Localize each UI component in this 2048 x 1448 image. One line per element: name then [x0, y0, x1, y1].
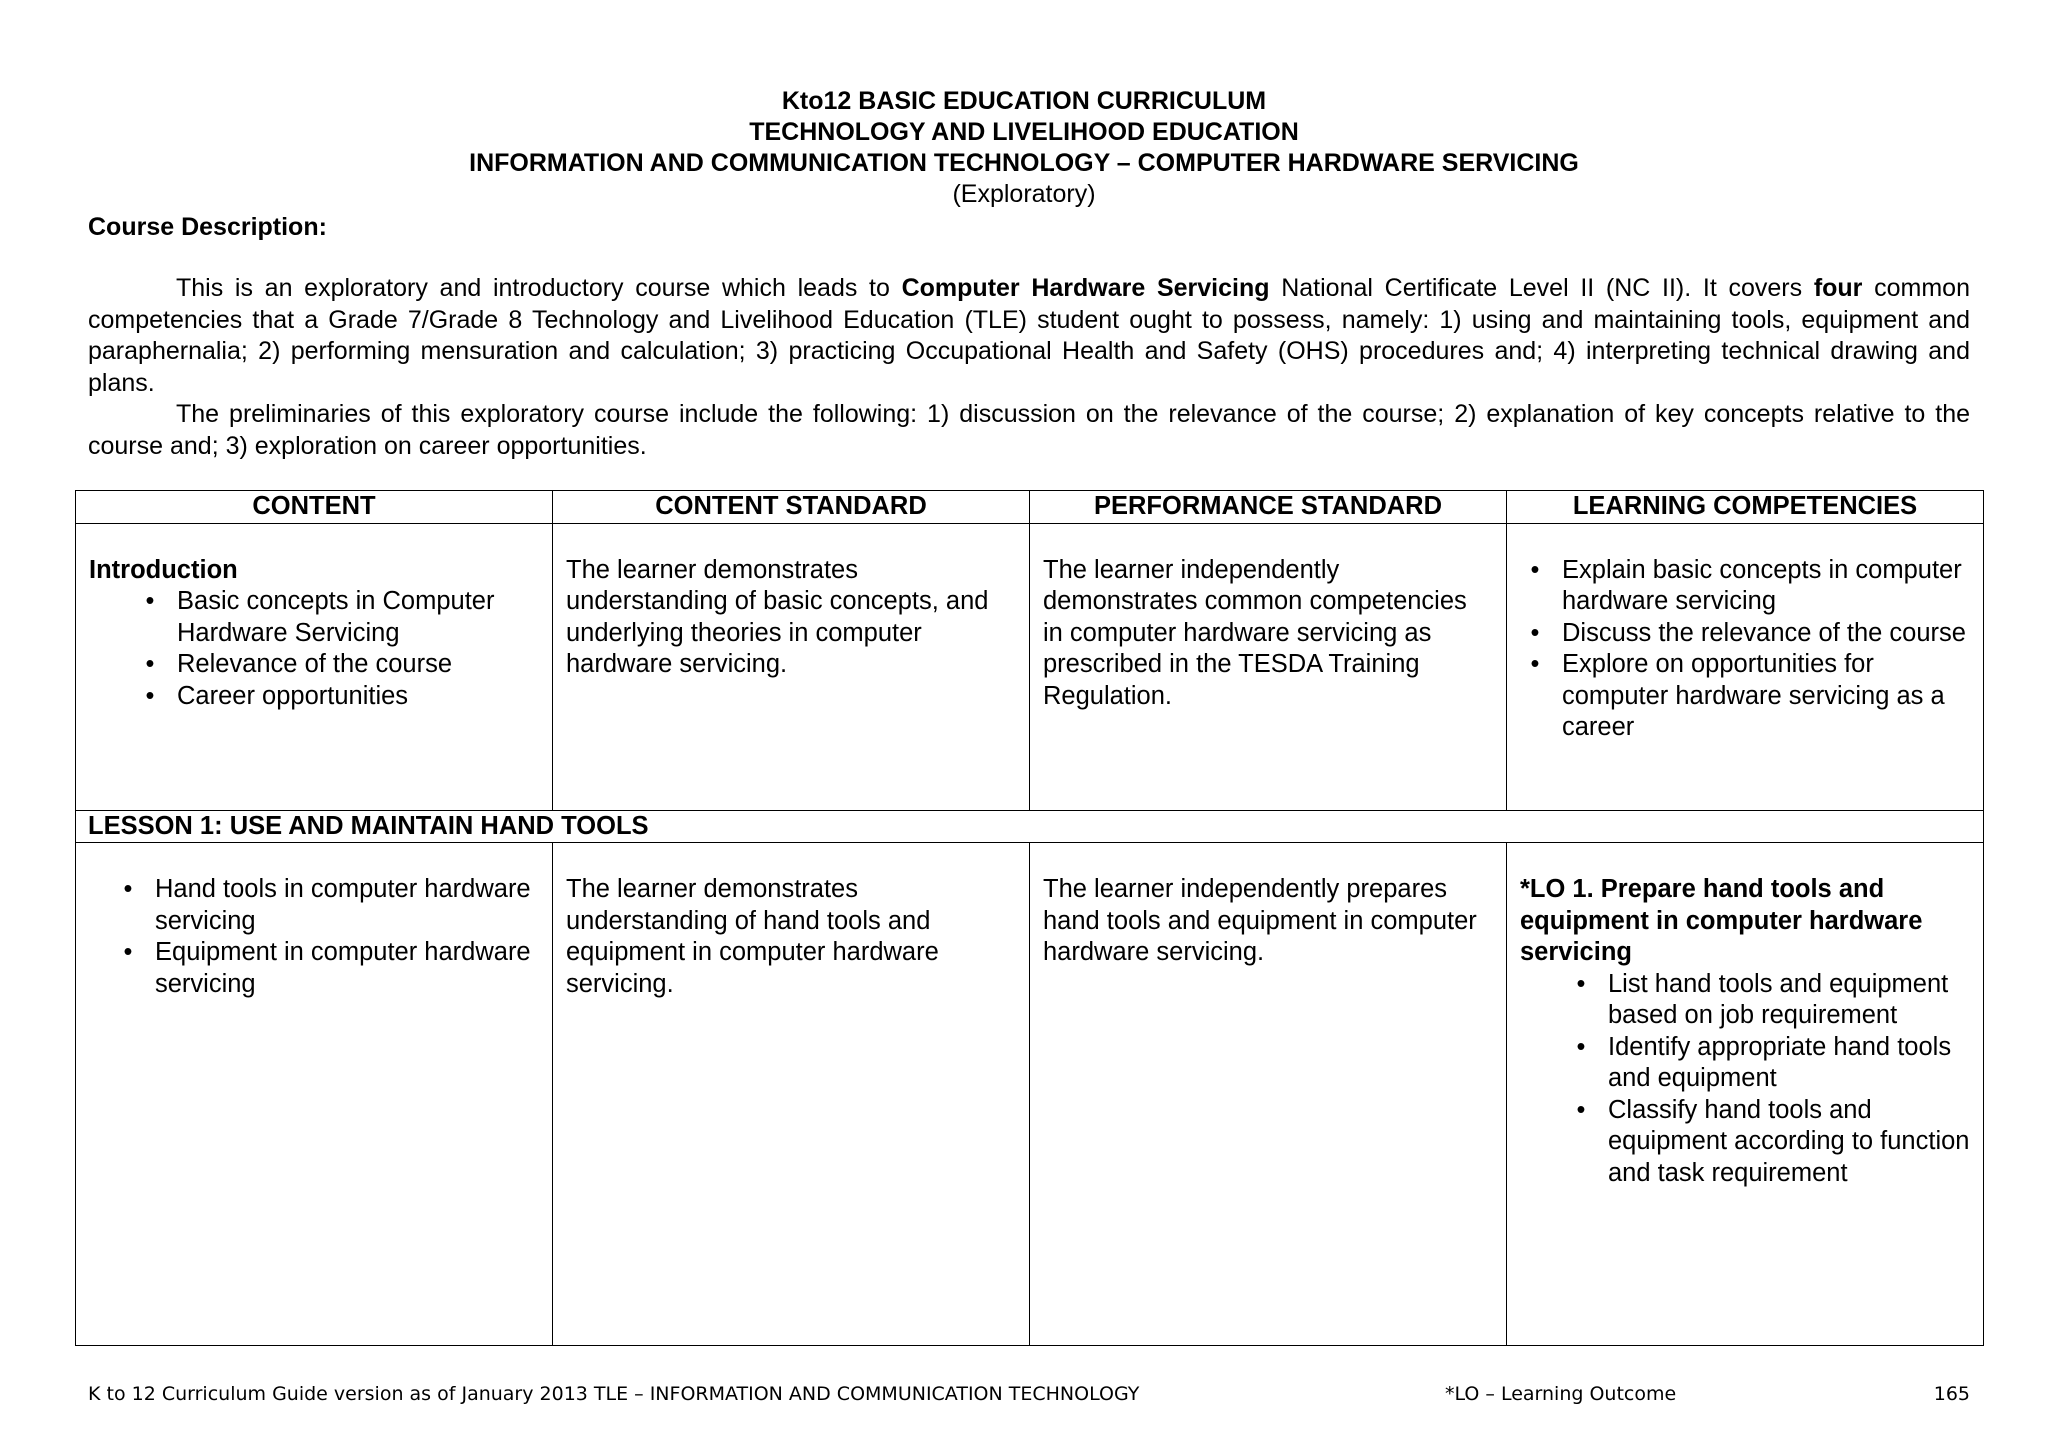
intro-title: Introduction: [89, 555, 238, 584]
lesson-performance-standard-cell: The learner independently prepares hand tools and equipment in computer hardware servicing.: [1030, 843, 1507, 1346]
bullet-icon: •: [123, 938, 133, 966]
bullet-icon: •: [1530, 555, 1540, 584]
list-item: • Relevance of the course: [177, 649, 539, 681]
course-description: [88, 273, 1970, 462]
page-number: 165: [1933, 1383, 1970, 1405]
course-type: (Exploratory): [952, 180, 1096, 208]
certificate-name: Computer Hardware Servicing: [901, 274, 1270, 302]
footer-lo-legend: *LO – Learning Outcome: [1445, 1383, 1677, 1405]
lesson-1-title: LESSON 1: USE AND MAINTAIN HAND TOOLS: [76, 810, 1984, 843]
intro-competencies-cell: [1507, 523, 1984, 810]
bullet-icon: •: [1576, 969, 1586, 998]
description-paragraph-2: The preliminaries of this exploratory course include the following: 1) discussion on the relevance of the course; 2) explanation of key concepts relative to the course and; 3) exploration on career opportunities.: [88, 400, 1970, 460]
intro-performance-standard-cell: The learner independently demonstrates common competencies in computer hardware servicing as prescribed in the TESDA Training Regulation.: [1030, 523, 1507, 810]
list-item: • Discuss the relevance of the course: [1562, 618, 1970, 650]
competency-count: four: [1813, 274, 1863, 302]
table-row-introduction: [76, 523, 1984, 810]
list-item: • Explain basic concepts in computer hardware servicing: [1562, 555, 1970, 618]
header-learning-competencies: LEARNING COMPETENCIES: [1507, 491, 1984, 524]
list-item: • Hand tools in computer hardware servicing: [155, 874, 539, 937]
list-item: • Equipment in computer hardware servicing: [155, 937, 539, 1000]
description-paragraph-1: This is an exploratory and introductory course which leads to Computer Hardware Servicing National Certificate Level II (NC II). It covers four common competencies that a Grade 7/Grade 8 Technology and Livelihood Education (TLE) student ought to possess, namely: 1) using and maintaining tools, equipment and paraphernalia; 2) performing mensuration and calculation; 3) practicing Occupational Health and Safety (OHS) procedures and; 4) interpreting technical drawing and plans.: [88, 274, 1970, 397]
bullet-icon: •: [145, 587, 155, 615]
subject-title: TECHNOLOGY AND LIVELIHOOD EDUCATION: [749, 118, 1299, 146]
intro-competency-list: [1530, 555, 1970, 744]
course-title: INFORMATION AND COMMUNICATION TECHNOLOGY – COMPUTER HARDWARE SERVICING: [469, 149, 1579, 177]
lesson-competencies-cell: [1507, 843, 1984, 1346]
lesson-content-standard-cell: The learner demonstrates understanding of hand tools and equipment in computer hardware servicing.: [553, 843, 1030, 1346]
lesson-1-row: [76, 810, 1984, 843]
lesson-competency-list: [1576, 969, 1970, 1190]
table-row-lesson-1: [76, 843, 1984, 1346]
learning-outcome-title: *LO 1. Prepare hand tools and equipment in computer hardware servicing: [1520, 875, 1923, 966]
course-description-label: Course Description:: [88, 213, 327, 241]
list-item: • Classify hand tools and equipment according to function and task requirement: [1608, 1095, 1970, 1190]
footer-guide-version: K to 12 Curriculum Guide version as of January 2013 TLE – INFORMATION AND COMMUNICATION TECHNOLOGY: [88, 1383, 1140, 1405]
lesson-content-cell: [76, 843, 553, 1346]
bullet-icon: •: [145, 681, 155, 710]
header-performance-standard: PERFORMANCE STANDARD: [1030, 491, 1507, 524]
list-item: • Basic concepts in Computer Hardware Servicing: [177, 586, 539, 649]
intro-content-standard-cell: The learner demonstrates understanding of basic concepts, and underlying theories in computer hardware servicing.: [553, 523, 1030, 810]
curriculum-title: Kto12 BASIC EDUCATION CURRICULUM: [781, 87, 1267, 115]
bullet-icon: •: [123, 875, 133, 903]
lesson-content-list: [123, 874, 539, 1000]
header-content-standard: CONTENT STANDARD: [553, 491, 1030, 524]
document-header: [0, 86, 2048, 210]
bullet-icon: •: [1576, 1095, 1586, 1124]
intro-content-cell: [76, 523, 553, 810]
header-content: CONTENT: [76, 491, 553, 524]
curriculum-table: [75, 490, 1984, 1346]
table-header-row: [76, 491, 1984, 524]
list-item: • Identify appropriate hand tools and equipment: [1608, 1032, 1970, 1095]
bullet-icon: •: [145, 650, 155, 678]
intro-content-list: [145, 586, 539, 712]
bullet-icon: •: [1576, 1032, 1586, 1061]
list-item: • Explore on opportunities for computer hardware servicing as a career: [1562, 649, 1970, 744]
list-item: • List hand tools and equipment based on job requirement: [1608, 969, 1970, 1032]
bullet-icon: •: [1530, 650, 1540, 678]
list-item: • Career opportunities: [177, 681, 539, 713]
bullet-icon: •: [1530, 618, 1540, 647]
